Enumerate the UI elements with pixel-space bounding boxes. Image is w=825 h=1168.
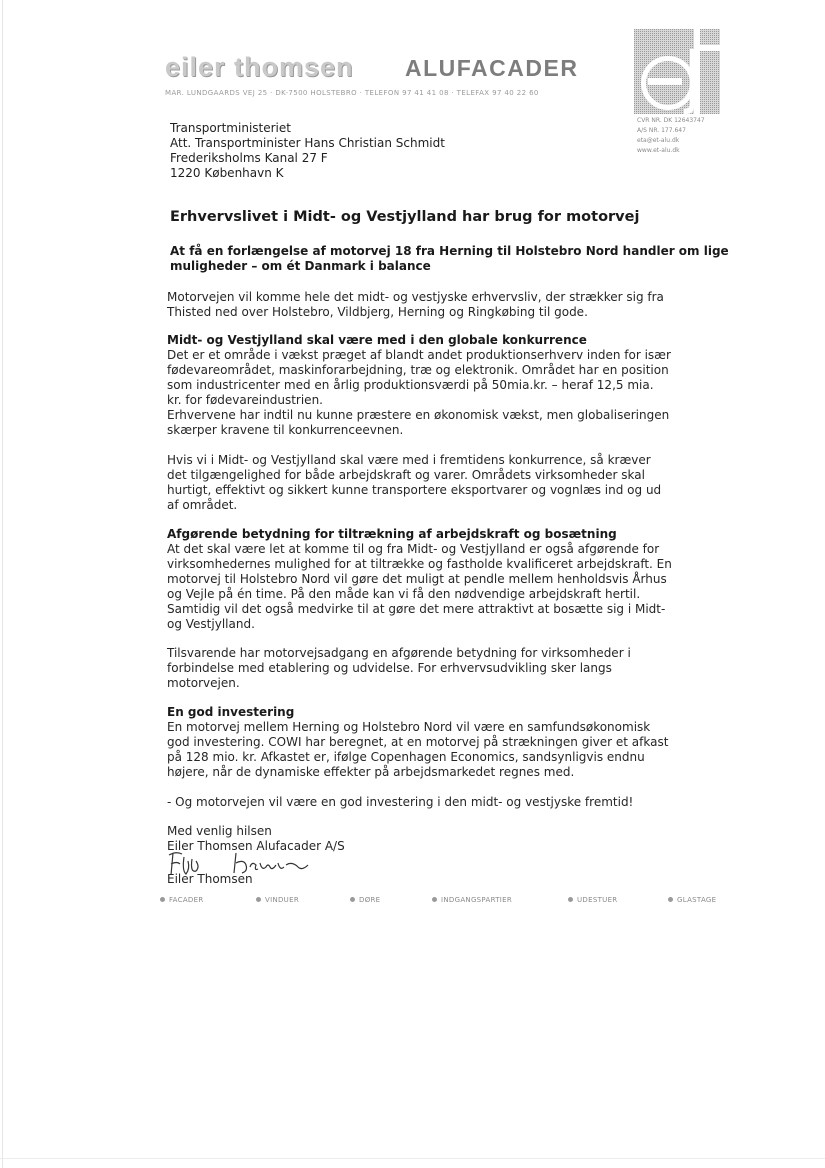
bullet-icon <box>160 897 165 902</box>
footer-label: FACADER <box>169 896 204 904</box>
recipient-line: 1220 København K <box>170 166 284 180</box>
recipient-address <box>170 121 445 181</box>
footer-item <box>350 896 380 904</box>
text-line: og Vestjylland. <box>167 617 255 631</box>
letterhead-address: MAR. LUNDGAARDS VEJ 25 · DK-7500 HOLSTEBRO · TELEFON 97 41 41 08 · TELEFAX 97 40 22 60 <box>165 89 539 97</box>
paragraph-investment <box>167 720 707 780</box>
text-line: Motorvejen vil komme hele det midt- og vestjyske erhvervsliv, der strækker sig fra <box>167 290 664 304</box>
cvr-number: CVR NR. DK 12643747 <box>637 117 705 124</box>
section-heading-investment: En god investering <box>167 705 295 719</box>
recipient-line: Transportministeriet <box>170 121 291 135</box>
text-line: og Vejle på én time. På den måde kan vi få den nødvendige arbejdskraft hertil. <box>167 587 641 601</box>
as-number: A/S NR. 177.647 <box>637 127 686 134</box>
text-line: virksomhedernes mulighed for at tiltrække og fastholde kvalificeret arbejdskraft. En <box>167 557 672 571</box>
bullet-icon <box>350 897 355 902</box>
footer-label: VINDUER <box>265 896 299 904</box>
footer-item <box>668 896 716 904</box>
text-line: Det er et område i vækst præget af blandt andet produktionserhverv inden for især <box>167 348 671 362</box>
text-line: En motorvej mellem Herning og Holstebro Nord vil være en samfundsøkonomisk <box>167 720 651 734</box>
text-line: på 128 mio. kr. Afkastet er, ifølge Copenhagen Economics, sandsynligvis endnu <box>167 750 645 764</box>
text-line: Erhvervene har indtil nu kunne præstere en økonomisk vækst, men globaliseringen <box>167 408 670 422</box>
footer-label: DØRE <box>359 896 381 904</box>
recipient-line: Att. Transportminister Hans Christian Schmidt <box>170 136 445 150</box>
text-line: det tilgængelighed for både arbejdskraft og varer. Områdets virksomheder skal <box>167 468 645 482</box>
text-line: af området. <box>167 498 238 512</box>
text-line: skærper kravene til konkurrenceevnen. <box>167 423 404 437</box>
paragraph-motorway-access <box>167 646 707 691</box>
paragraph-accessibility <box>167 453 707 513</box>
bullet-icon <box>568 897 573 902</box>
letter-subtitle: At få en forlængelse af motorvej 18 fra Herning til Holstebro Nord handler om lige muligheder – om ét Danmark i balance <box>170 244 729 273</box>
text-line: Samtidig vil det også medvirke til at gøre det mere attraktivt at bosætte sig i Midt- <box>167 602 666 616</box>
scan-edge-bottom <box>0 1158 825 1159</box>
letterhead-division: ALUFACADER <box>405 55 579 81</box>
footer-label: GLASTAGE <box>677 896 717 904</box>
text-line: At det skal være let at komme til og fra Midt- og Vestjylland er også afgørende for <box>167 542 660 556</box>
closing-name-block <box>167 872 707 887</box>
text-line: forbindelse med etablering og udvidelse. For erhvervsudvikling sker langs <box>167 661 612 675</box>
recipient-line: Frederiksholms Kanal 27 F <box>170 151 328 165</box>
footer-item <box>160 896 204 904</box>
paragraph-conclusion <box>167 795 707 810</box>
closing-greeting: Med venlig hilsen <box>167 824 272 838</box>
footer-label: INDGANGSPARTIER <box>441 896 513 904</box>
text-line: Tilsvarende har motorvejsadgang en afgørende betydning for virksomheder i <box>167 646 631 660</box>
bullet-icon <box>256 897 261 902</box>
section-heading-workforce: Afgørende betydning for tiltrækning af arbejdskraft og bosætning <box>167 527 617 541</box>
paragraph-region <box>167 348 707 438</box>
text-line: højere, når de dynamiske effekter på arbejdsmarkedet regnes med. <box>167 765 575 779</box>
text-line: motorvej til Holstebro Nord vil gøre det muligt at pendle mellem henholdsvis Århus <box>167 572 667 586</box>
company-logo-icon <box>634 29 720 114</box>
text-line: fødevareområdet, maskinforarbejdning, træ og elektronik. Området har en position <box>167 363 669 377</box>
closing-company: Eiler Thomsen Alufacader A/S <box>167 839 345 853</box>
text-line: god investering. COWI har beregnet, at en motorvej på strækningen giver et afkast <box>167 735 669 749</box>
text-line: kr. for fødevareindustrien. <box>167 393 323 407</box>
text-line: hurtigt, effektivt og sikkert kunne transportere eksportvarer og vognlæs ind og ud <box>167 483 662 497</box>
letter-title: Erhvervslivet i Midt- og Vestjylland har brug for motorvej <box>170 209 640 225</box>
closing-name: Eiler Thomsen <box>167 872 253 886</box>
text-line: som industricenter med en årlig produktionsværdi på 50mia.kr. – heraf 12,5 mia. <box>167 378 654 392</box>
scan-edge-left <box>2 0 3 1168</box>
footer-item <box>568 896 617 904</box>
bullet-icon <box>668 897 673 902</box>
footer-item <box>432 896 512 904</box>
letterhead-company-name: eiler thomsen <box>165 52 354 82</box>
footer-item <box>256 896 299 904</box>
letterhead-footer <box>160 896 725 908</box>
footer-label: UDESTUER <box>577 896 618 904</box>
paragraph-intro <box>167 290 707 320</box>
company-info <box>637 116 705 156</box>
text-line: motorvejen. <box>167 676 240 690</box>
section-heading-global-competition: Midt- og Vestjylland skal være med i den globale konkurrence <box>167 333 587 347</box>
text-line: Hvis vi i Midt- og Vestjylland skal være med i fremtidens konkurrence, så kræver <box>167 453 651 467</box>
paragraph-workforce <box>167 542 707 632</box>
bullet-icon <box>432 897 437 902</box>
text-line: Thisted ned over Holstebro, Vildbjerg, Herning og Ringkøbing til gode. <box>167 305 588 319</box>
text-line: - Og motorvejen vil være en god investering i den midt- og vestjyske fremtid! <box>167 795 634 809</box>
company-website: www.et-alu.dk <box>637 147 680 154</box>
company-email: eta@et-alu.dk <box>637 137 680 144</box>
